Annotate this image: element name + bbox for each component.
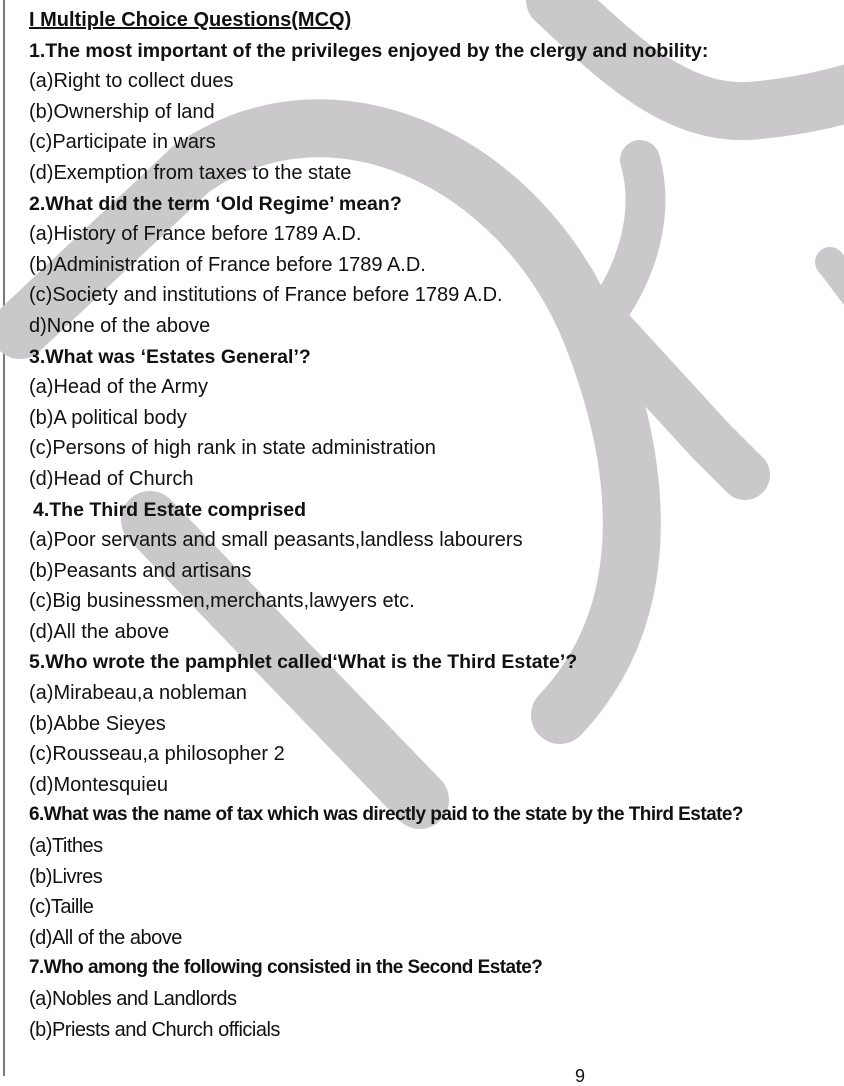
question-6-option-a: (a)Tithes <box>29 835 103 858</box>
question-6-option-c: (c)Taille <box>29 896 94 919</box>
question-4-option-a: (a)Poor servants and small peasants,landless labourers <box>29 529 523 552</box>
question-6-option-d: (d)All of the above <box>29 926 182 949</box>
question-2-option-d: d)None of the above <box>29 314 211 337</box>
question-3: 3.What was ‘Estates General’? <box>29 345 311 368</box>
page-number: 9 <box>575 1066 586 1086</box>
question-2-option-c: (c)Society and institutions of France before 1789 A.D. <box>29 284 503 307</box>
question-7-option-a: (a)Nobles and Landlords <box>29 988 237 1010</box>
question-5: 5.Who wrote the pamphlet called‘What is the Third Estate’? <box>29 651 578 674</box>
question-2-option-b: (b)Administration of France before 1789 A.D. <box>29 253 426 276</box>
question-1-option-b: (b)Ownership of land <box>29 100 215 123</box>
question-4-option-c: (c)Big businessmen,merchants,lawyers etc. <box>29 590 415 613</box>
question-5-option-c: (c)Rousseau,a philosopher 2 <box>29 743 285 766</box>
question-4-option-d: (d)All the above <box>29 620 170 643</box>
question-1-option-d: (d)Exemption from taxes to the state <box>29 161 352 184</box>
document-heading: I Multiple Choice Questions(MCQ) <box>29 9 352 31</box>
question-2-option-a: (a)History of France before 1789 A.D. <box>29 223 362 246</box>
page-left-border <box>3 0 5 1076</box>
question-4: 4.The Third Estate comprised <box>33 498 307 521</box>
question-2: 2.What did the term ‘Old Regime’ mean? <box>29 192 402 215</box>
question-1-option-c: (c)Participate in wars <box>29 131 216 154</box>
question-5-option-d: (d)Montesquieu <box>29 773 168 796</box>
question-7: 7.Who among the following consisted in the Second Estate? <box>29 957 543 979</box>
question-5-option-a: (a)Mirabeau,a nobleman <box>29 682 247 705</box>
question-3-option-a: (a)Head of the Army <box>29 376 208 399</box>
question-4-option-b: (b)Peasants and artisans <box>29 559 252 582</box>
question-3-option-d: (d)Head of Church <box>29 467 194 490</box>
mcq-document <box>29 5 844 1045</box>
question-6-option-b: (b)Livres <box>29 865 103 888</box>
question-1: 1.The most important of the privileges enjoyed by the clergy and nobility: <box>29 39 709 62</box>
question-6: 6.What was the name of tax which was directly paid to the state by the Third Estate? <box>29 804 743 826</box>
question-3-option-c: (c)Persons of high rank in state administration <box>29 437 436 460</box>
question-7-option-b: (b)Priests and Church officials <box>29 1018 280 1041</box>
question-1-option-a: (a)Right to collect dues <box>29 70 234 93</box>
question-5-option-b: (b)Abbe Sieyes <box>29 712 166 735</box>
question-3-option-b: (b)A political body <box>29 406 187 429</box>
